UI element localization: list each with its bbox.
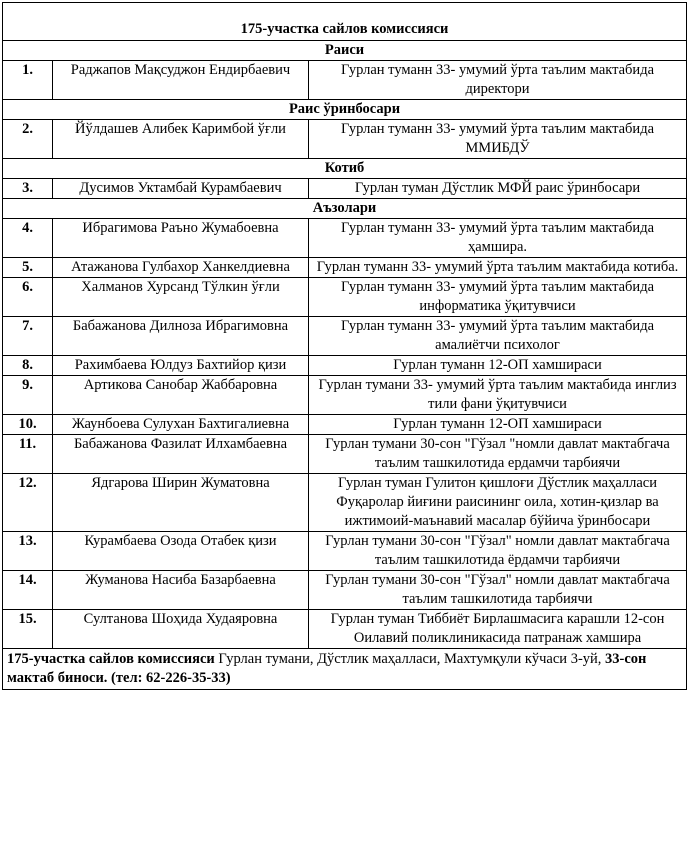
commission-table	[2, 2, 687, 690]
member-name: Жуманова Насиба Базарбаевна	[53, 571, 309, 610]
member-position: Гурлан туманн 33- умумий ўрта таълим мактабида ҳамшира.	[309, 219, 687, 258]
row-number: 3.	[3, 179, 53, 199]
footer-address: Гурлан тумани, Дўстлик маҳалласи, Махтумқули кўчаси 3-уй,	[214, 651, 606, 667]
row-number: 2.	[3, 120, 53, 159]
section-row	[3, 100, 687, 120]
member-name: Халманов Хурсанд Тўлкин ўғли	[53, 278, 309, 317]
section-heading: Аъзолари	[3, 199, 687, 219]
footer-building-phone: 33-сон мактаб биноси. (тел: 62-226-35-33)	[7, 651, 647, 686]
member-position: Гурлан туманн 33- умумий ўрта таълим мактабида котиба.	[309, 258, 687, 278]
member-name: Йўлдашев Алибек Каримбой ўғли	[53, 120, 309, 159]
member-position: Гурлан туманн 33- умумий ўрта таълим мактабида ММИБДЎ	[309, 120, 687, 159]
member-name: Бабажанова Фазилат Илхамбаевна	[53, 435, 309, 474]
footer-row	[3, 649, 687, 690]
table-row	[3, 219, 687, 258]
member-position: Гурлан туман Тиббиёт Бирлашмасига карашли 12-сон Оилавий поликлиникасида патранаж хамшира	[309, 610, 687, 649]
title-row	[3, 3, 687, 41]
member-name: Курамбаева Озода Отабек қизи	[53, 532, 309, 571]
row-number: 15.	[3, 610, 53, 649]
row-number: 4.	[3, 219, 53, 258]
member-position: Гурлан тумани 30-сон "Гўзал" номли давлат мактабгача таълим ташкилотида тарбиячи	[309, 571, 687, 610]
row-number: 9.	[3, 376, 53, 415]
member-position: Гурлан туманн 33- умумий ўрта таълим мактабида информатика ўқитувчиси	[309, 278, 687, 317]
table-row	[3, 435, 687, 474]
table-row	[3, 258, 687, 278]
section-row	[3, 159, 687, 179]
member-position: Гурлан тумани 30-сон "Гўзал "номли давлат мактабгача таълим ташкилотида ердамчи тарбиячи	[309, 435, 687, 474]
member-position: Гурлан тумани 30-сон "Гўзал" номли давлат мактабгача таълим ташкилотида ёрдамчи тарбиячи	[309, 532, 687, 571]
member-position: Гурлан туманн 33- умумий ўрта таълим мактабида амалиётчи психолог	[309, 317, 687, 356]
row-number: 8.	[3, 356, 53, 376]
member-name: Артикова Санобар Жаббаровна	[53, 376, 309, 415]
member-name: Бабажанова Дилноза Ибрагимовна	[53, 317, 309, 356]
member-position: Гурлан туманн 12-ОП хамшираси	[309, 415, 687, 435]
member-name: Раджапов Мақсуджон Ендирбаевич	[53, 61, 309, 100]
section-row	[3, 199, 687, 219]
table-row	[3, 610, 687, 649]
member-position: Гурлан тумани 33- умумий ўрта таълим мактабида инглиз тили фани ўқитувчиси	[309, 376, 687, 415]
member-name: Ибрагимова Раъно Жумабоевна	[53, 219, 309, 258]
member-position: Гурлан туманн 33- умумий ўрта таълим мактабида директори	[309, 61, 687, 100]
member-position: Гурлан туман Дўстлик МФЙ раис ўринбосари	[309, 179, 687, 199]
member-name: Султанова Шоҳида Худаяровна	[53, 610, 309, 649]
table-row	[3, 474, 687, 532]
row-number: 11.	[3, 435, 53, 474]
member-position: Гурлан туман Гулитон қишлоғи Дўстлик маҳалласи Фуқаролар йиғини раисининг оила, хотин-қизлар ва ижтимоий-маънавий масалар бўйича ўринбосари	[309, 474, 687, 532]
row-number: 12.	[3, 474, 53, 532]
footer-commission-name: 175-участка сайлов комиссияси	[7, 651, 215, 667]
section-heading: Раиси	[3, 41, 687, 61]
table-row	[3, 532, 687, 571]
row-number: 14.	[3, 571, 53, 610]
row-number: 5.	[3, 258, 53, 278]
table-row	[3, 571, 687, 610]
member-name: Ядгарова Ширин Жуматовна	[53, 474, 309, 532]
table-row	[3, 356, 687, 376]
section-heading: Котиб	[3, 159, 687, 179]
table-row	[3, 120, 687, 159]
section-row	[3, 41, 687, 61]
member-name: Рахимбаева Юлдуз Бахтийор қизи	[53, 356, 309, 376]
row-number: 13.	[3, 532, 53, 571]
section-heading: Раис ўринбосари	[3, 100, 687, 120]
address-footer	[3, 649, 687, 690]
member-name: Атажанова Гулбахор Ханкелдиевна	[53, 258, 309, 278]
table-title: 175-участка сайлов комиссияси	[3, 3, 687, 41]
row-number: 1.	[3, 61, 53, 100]
table-row	[3, 376, 687, 415]
table-row	[3, 278, 687, 317]
row-number: 7.	[3, 317, 53, 356]
table-row	[3, 61, 687, 100]
row-number: 10.	[3, 415, 53, 435]
table-row	[3, 317, 687, 356]
table-row	[3, 179, 687, 199]
member-position: Гурлан туманн 12-ОП хамшираси	[309, 356, 687, 376]
member-name: Дусимов Уктамбай Курамбаевич	[53, 179, 309, 199]
row-number: 6.	[3, 278, 53, 317]
member-name: Жаунбоева Сулухан Бахтигалиевна	[53, 415, 309, 435]
table-row	[3, 415, 687, 435]
